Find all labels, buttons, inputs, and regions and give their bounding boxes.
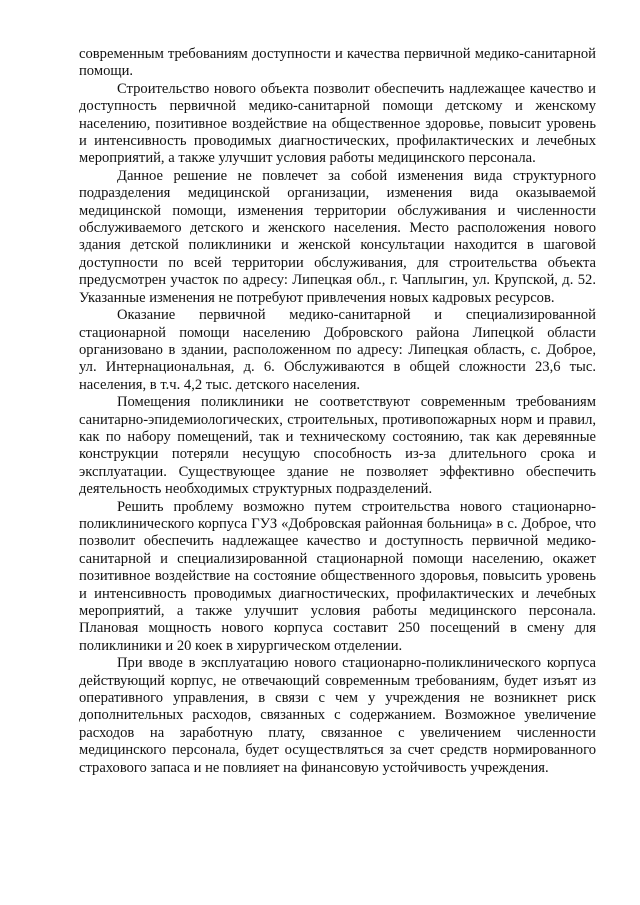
paragraph-commissioning: При вводе в эксплуатацию нового стационарно-поликлинического корпуса действующий корпус, не отвечающий современным требованиям, будет изъят из оперативного управления, в связи с чем у учреждения не возникнет риск дополнительных расходов, связанных с содержанием. Возможное увеличение расходов на заработную плату, связанное с увеличением численности медицинского персонала, будет осуществляться за счет средств нормированного страхового запаса и не повлияет на финансовую устойчивость учреждения. <box>79 655 596 776</box>
paragraph-new-facility-benefits: Строительство нового объекта позволит обеспечить надлежащее качество и доступность первичной медико-санитарной помощи детскому и женскому населению, позитивное воздействие на общественное здоровье, повысит уровень и интенсивность проводимых диагностических, профилактических и лечебных мероприятий, а также улучшит условия работы медицинского персонала. <box>79 80 596 167</box>
paragraph-premises-condition: Помещения поликлиники не соответствуют современным требованиям санитарно-эпидемиологических, строительных, противопожарных норм и правил, как по набору помещений, так и техническому состоянию, так как деревянные конструкции потеряли несущую способность из-за длительного срока и эксплуатации. Существующее здание не позволяет эффективно обеспечить деятельность необходимых структурных подразделений. <box>79 394 596 498</box>
paragraph-solution: Решить проблему возможно путем строительства нового стационарно-поликлинического корпуса ГУЗ «Добровская районная больница» в с. Доброе, что позволит обеспечить надлежащее качество и доступность первичной медико-санитарной и специализированной стационарной помощи населению, окажет позитивное воздействие на состояние общественного здоровья, повысить уровень и интенсивность проводимых диагностических, профилактических и лечебных мероприятий, а также улучшит условия работы медицинского персонала. Плановая мощность нового корпуса составит 250 посещений в смену для поликлиники и 20 коек в хирургическом отделении. <box>79 498 596 654</box>
paragraph-dobrovsky-care: Оказание первичной медико-санитарной и специализированной стационарной помощи населению Добровского района Липецкой области организовано в здании, расположенном по адресу: Липецкая область, с. Доброе, ул. Интернациональная, д. 6. Обслуживаются в общей сложности 23,6 тыс. населения, в т.ч. 4,2 тыс. детского населения. <box>79 307 596 393</box>
paragraph-continuation: современным требованиям доступности и качества первичной медико-санитарной помощи. <box>79 46 596 80</box>
document-body <box>79 46 596 777</box>
paragraph-decision-consequences: Данное решение не повлечет за собой изменения вида структурного подразделения медицинской организации, изменения вида оказываемой медицинской помощи, изменения территории обслуживания и численности обслуживаемого детского и женского населения. Место расположения нового здания детской поликлиники и женской консультации находится в шаговой доступности по всей территории обслуживания, для строительства объекта предусмотрен участок по адресу: Липецкая обл., г. Чаплыгин, ул. Крупской, д. 52. Указанные изменения не потребуют привлечения новых кадровых ресурсов. <box>79 167 596 306</box>
